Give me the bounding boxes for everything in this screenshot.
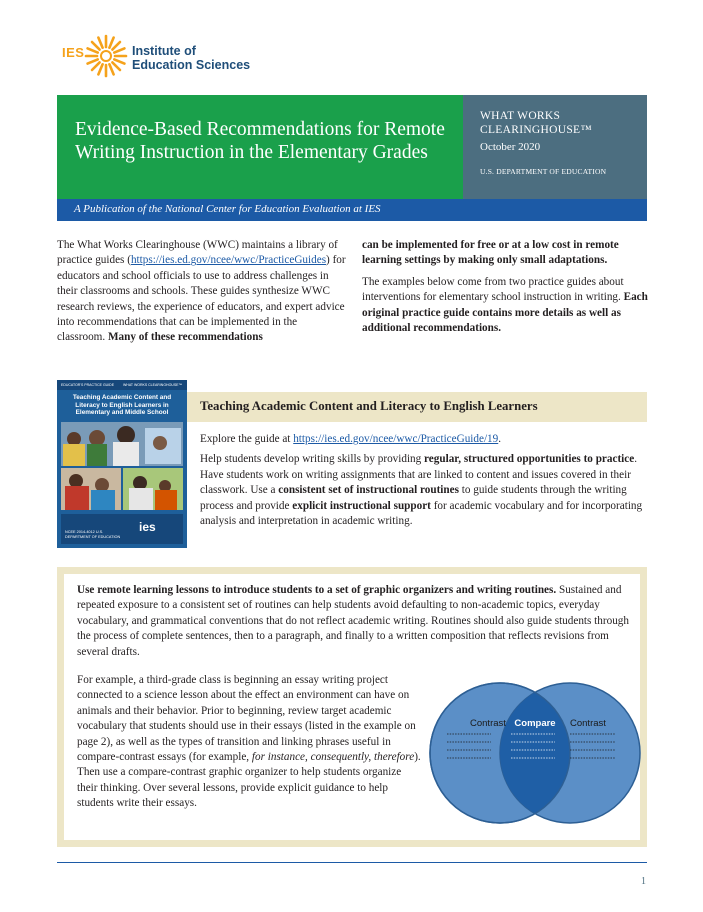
logo-line-1: Institute of <box>132 44 196 58</box>
venn-diagram <box>425 675 645 835</box>
intro-paragraph <box>57 238 347 346</box>
footer-rule <box>57 862 647 863</box>
guide-explore <box>200 432 647 447</box>
cover-photo-3 <box>123 468 183 510</box>
intro-left-column <box>57 238 347 346</box>
wwc-line-1: WHAT WORKS <box>480 110 561 122</box>
page-title: Evidence-Based Recommendations for Remote Writing Instruction in the Elementary Grades <box>75 119 445 163</box>
practice-guides-link[interactable]: https://ies.ed.gov/ncee/wwc/PracticeGuides <box>130 254 327 267</box>
callout-lead <box>77 583 642 660</box>
publication-banner <box>57 199 647 221</box>
callout-lead-paragraph <box>77 583 642 660</box>
cover-footer <box>61 514 183 544</box>
guide-cover-image[interactable] <box>57 380 187 548</box>
intro-bold-2: can be implemented for free or at a low cost in remote learning settings by making only small adaptations. <box>362 239 619 267</box>
title-banner <box>57 95 463 199</box>
intro-text-3: The examples below come from two practice guides about interventions for elementary school instruction in writing. <box>362 275 624 304</box>
venn-middle-label: Compare <box>514 718 556 729</box>
department-name: U.S. DEPARTMENT OF EDUCATION <box>480 167 607 176</box>
guide-text-2: . Have students work on writing assignments that are linked to content and issues covered in their classwork. Use a <box>200 453 638 497</box>
guide-text <box>200 432 647 529</box>
logo-abbr: IES <box>62 45 85 60</box>
ies-logo <box>62 34 262 84</box>
callout-example-text-2: ). Then use a compare-contrast graphic organizer to help students organize their thinking. Over several lessons, provide explicit guidance to help students write their essays. <box>77 751 421 810</box>
guide-bold-1: regular, structured opportunities to practice <box>424 453 635 466</box>
guide-text-1: Help students develop writing skills by providing <box>200 453 425 466</box>
callout-example-paragraph <box>77 673 422 812</box>
guide-text-4: for academic vocabulary and for incorporating analysis and interpretation in academic writing. <box>200 499 643 528</box>
guide-title: Teaching Academic Content and Literacy to English Learners <box>200 399 538 413</box>
intro-right-column <box>362 238 652 336</box>
intro-bold-3: Each original practice guide contains more details as well as additional recommendations. <box>362 291 648 335</box>
intro-paragraph-2 <box>362 275 652 337</box>
intro-bold-1: Many of these recommendations <box>107 331 263 344</box>
cover-title: Teaching Academic Content and Literacy to English Learners in Elementary and Middle School <box>72 394 172 417</box>
wwc-banner <box>463 95 647 199</box>
guide-link[interactable]: https://ies.ed.gov/ncee/wwc/PracticeGuide/19 <box>293 433 499 445</box>
venn-left-label: Contrast <box>470 718 506 729</box>
intro-text-1: The What Works Clearinghouse (WWC) maintains a library of practice guides ( <box>57 239 338 267</box>
publication-date: October 2020 <box>480 141 541 153</box>
wwc-line-2: CLEARINGHOUSE™ <box>480 124 592 136</box>
wwc-name <box>480 109 592 137</box>
cover-photo-2 <box>61 468 121 510</box>
page-number: 1 <box>641 876 646 887</box>
callout-lead-bold: Use remote learning lessons to introduce students to a set of graphic organizers and writing routines. <box>77 584 557 596</box>
cover-photo-1 <box>61 422 183 466</box>
intro-text-2: ) for educators and school officials to use to address challenges in their classrooms and schools. These guides synthesize WWC research reviews, the experience of educators, and expert advice into recommendations that can be implemented in the classroom. <box>57 254 346 344</box>
cover-top-right: WHAT WORKS CLEARINGHOUSE™ <box>123 383 182 387</box>
publication-note: A Publication of the National Center for Education Evaluation at IES <box>74 203 381 215</box>
venn-right-label: Contrast <box>570 718 606 729</box>
cover-ies-logo: ies <box>139 520 156 534</box>
cover-top-left: EDUCATOR'S PRACTICE GUIDE <box>61 383 115 387</box>
guide-paragraph <box>200 452 647 529</box>
guide-bold-3: explicit instructional support <box>292 499 431 512</box>
callout-example-italic: for instance, consequently, therefore <box>251 751 415 764</box>
guide-explore-text: Explore the guide at <box>200 433 294 445</box>
guide-period: . <box>498 433 502 445</box>
callout-lead-text: Sustained and repeated exposure to a consistent set of routines can help students avoid defaulting to non-academic topics, everyday vocabulary, and grammatical conventions that do not reflect academic writing. Routines should also guide students through the process of complete sentences, then to a paragraph, and finally to a written composition that reflects revisions from several drafts. <box>77 584 629 658</box>
guide-heading-bar <box>187 392 647 422</box>
callout-example-text-1: For example, a third-grade class is beginning an essay writing project connected to a science lesson about the effect an environment can have on animals and their behavior. Prior to beginning, review target academic vocabulary that students should use in their essays (listed in the example on page 2), as well as the types of transition and linking phrases useful in compare-contrast essays (for example, <box>77 674 416 764</box>
cover-footer-left: NCEE 2014-4012 U.S. DEPARTMENT OF EDUCATION <box>65 530 121 539</box>
sunburst-icon <box>84 34 128 78</box>
guide-bold-2: consistent set of instructional routines <box>278 484 459 497</box>
logo-line-2: Education Sciences <box>132 58 251 72</box>
callout-example <box>77 673 422 812</box>
guide-text-3: to guide students through the writing process and provide <box>200 484 627 512</box>
